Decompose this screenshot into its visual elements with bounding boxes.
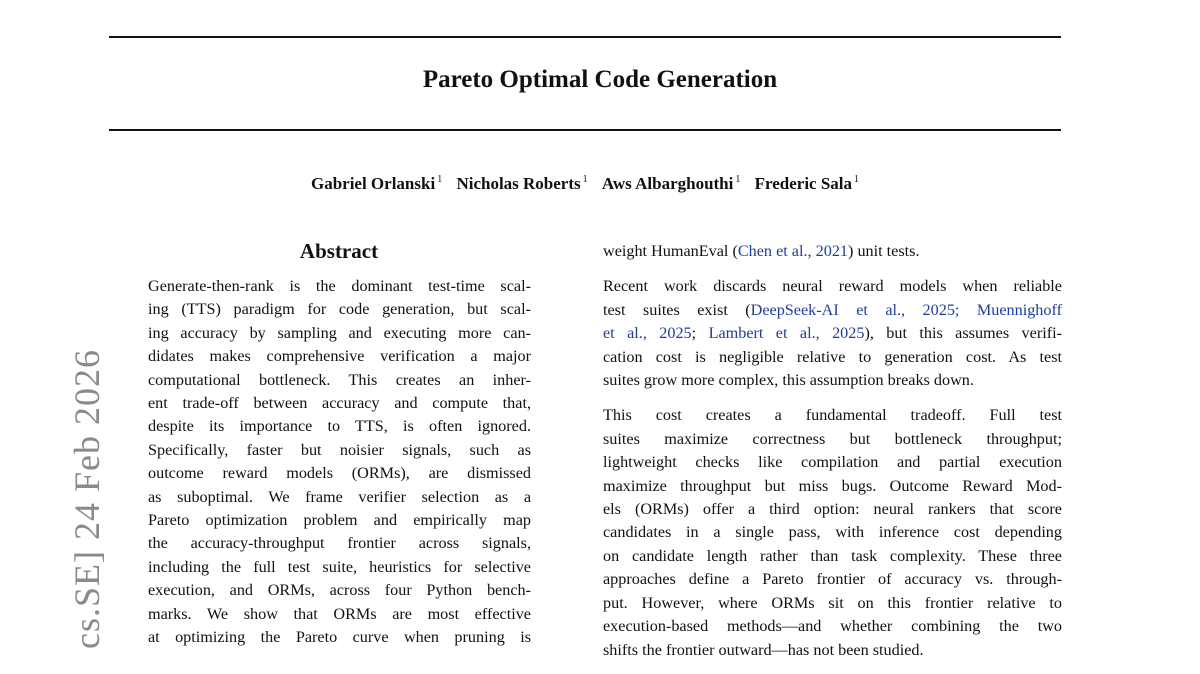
author (755, 174, 859, 193)
body-line: on candidate length rather than task complexity. These three (603, 546, 1062, 565)
body-text: weight HumanEval ( (603, 242, 738, 260)
abstract-line: ent trade-off between accuracy and compute that, (148, 394, 531, 413)
body-line: suites maximize correctness but bottleneck throughput; (603, 429, 1062, 448)
body-line: cation cost is negligible relative to generation cost. As test (603, 347, 1062, 366)
body-line: execution-based methods—and whether combining the two (603, 617, 1062, 636)
body-text: ) unit tests. (848, 242, 920, 260)
abstract-line: computational bottleneck. This creates an inher- (148, 370, 531, 389)
body-line: put. However, where ORMs sit on this frontier relative to (603, 593, 1062, 612)
body-text: test suites exist ( (603, 300, 751, 319)
author-name: Gabriel Orlanski (310, 174, 436, 193)
citation-link[interactable]: Lambert et al., 2025 (708, 324, 865, 343)
author (602, 174, 740, 193)
abstract-line: marks. We show that ORMs are most effective (148, 604, 531, 623)
citation-link[interactable]: Chen et al., 2021 (737, 242, 849, 260)
author (456, 174, 587, 193)
author-affiliation: 1 (735, 174, 741, 185)
abstract-line: ing accuracy by sampling and executing more can- (148, 323, 531, 342)
body-line: Recent work discards neural reward models when reliable (603, 277, 1062, 296)
author-affiliation: 1 (854, 174, 860, 185)
body-line: candidates in a single pass, with inference cost depending (603, 523, 1062, 542)
title-bottom-rule (109, 129, 1061, 131)
abstract-line: execution, and ORMs, across four Python bench- (148, 581, 531, 600)
abstract-line: ing (TTS) paradigm for code generation, but scal- (148, 300, 531, 319)
abstract-line: outcome reward models (ORMs), are dismissed (148, 464, 531, 483)
abstract-heading: Abstract (299, 239, 379, 263)
abstract-line: Pareto optimization problem and empirically map (148, 511, 531, 530)
intro-body (603, 240, 1062, 674)
abstract-line: didates makes comprehensive verification a major (148, 347, 531, 366)
abstract-line: Specifically, faster but noisier signals, such as (148, 440, 531, 459)
abstract-line: as suboptimal. We frame verifier selection as a (148, 487, 531, 506)
citation-link[interactable]: DeepSeek-AI et al., 2025; Muennighoff (750, 300, 1062, 319)
intro-paragraph-2 (603, 404, 1062, 661)
abstract-line: at optimizing the Pareto curve when pruning is (148, 628, 531, 647)
citation-link[interactable]: et al., 2025 (603, 324, 692, 343)
author-name: Nicholas Roberts (456, 174, 581, 193)
body-line (603, 322, 1062, 345)
author-name: Frederic Sala (754, 174, 853, 193)
title-top-rule (109, 36, 1061, 38)
paper-title: Pareto Optimal Code Generation (422, 66, 778, 93)
intro-paragraph-1 (603, 275, 1062, 392)
abstract-body (148, 275, 531, 650)
author-affiliation: 1 (582, 174, 588, 185)
body-line: els (ORMs) offer a third option: neural rankers that score (603, 500, 1062, 519)
intro-paragraph-0 (603, 240, 1062, 263)
author-name: Aws Albarghouthi (601, 174, 734, 193)
body-text: ; (691, 324, 709, 343)
abstract-line: including the full test suite, heuristics for selective (148, 557, 531, 576)
abstract-line: Generate-then-rank is the dominant test-time scal- (148, 277, 531, 295)
author-list (0, 174, 1170, 194)
body-line (603, 240, 1062, 263)
author-affiliation: 1 (437, 174, 443, 185)
body-text: ), but this assumes verifi- (864, 324, 1062, 343)
abstract-line: the accuracy-throughput frontier across signals, (148, 534, 531, 553)
body-line: approaches define a Pareto frontier of accuracy vs. through- (603, 570, 1062, 589)
body-line: This cost creates a fundamental tradeoff. Full test (603, 406, 1062, 425)
body-line: maximize throughput but miss bugs. Outcome Reward Mod- (603, 476, 1062, 495)
body-line (603, 299, 1062, 322)
arxiv-side-stamp: cs.SE] 24 Feb 2026 (67, 349, 107, 649)
author (311, 174, 442, 193)
body-line: shifts the frontier outward—has not been studied. (603, 640, 924, 659)
body-line: suites grow more complex, this assumption breaks down. (603, 371, 974, 390)
abstract-line: despite its importance to TTS, is often ignored. (148, 417, 531, 436)
body-line: lightweight checks like compilation and partial execution (603, 453, 1062, 472)
